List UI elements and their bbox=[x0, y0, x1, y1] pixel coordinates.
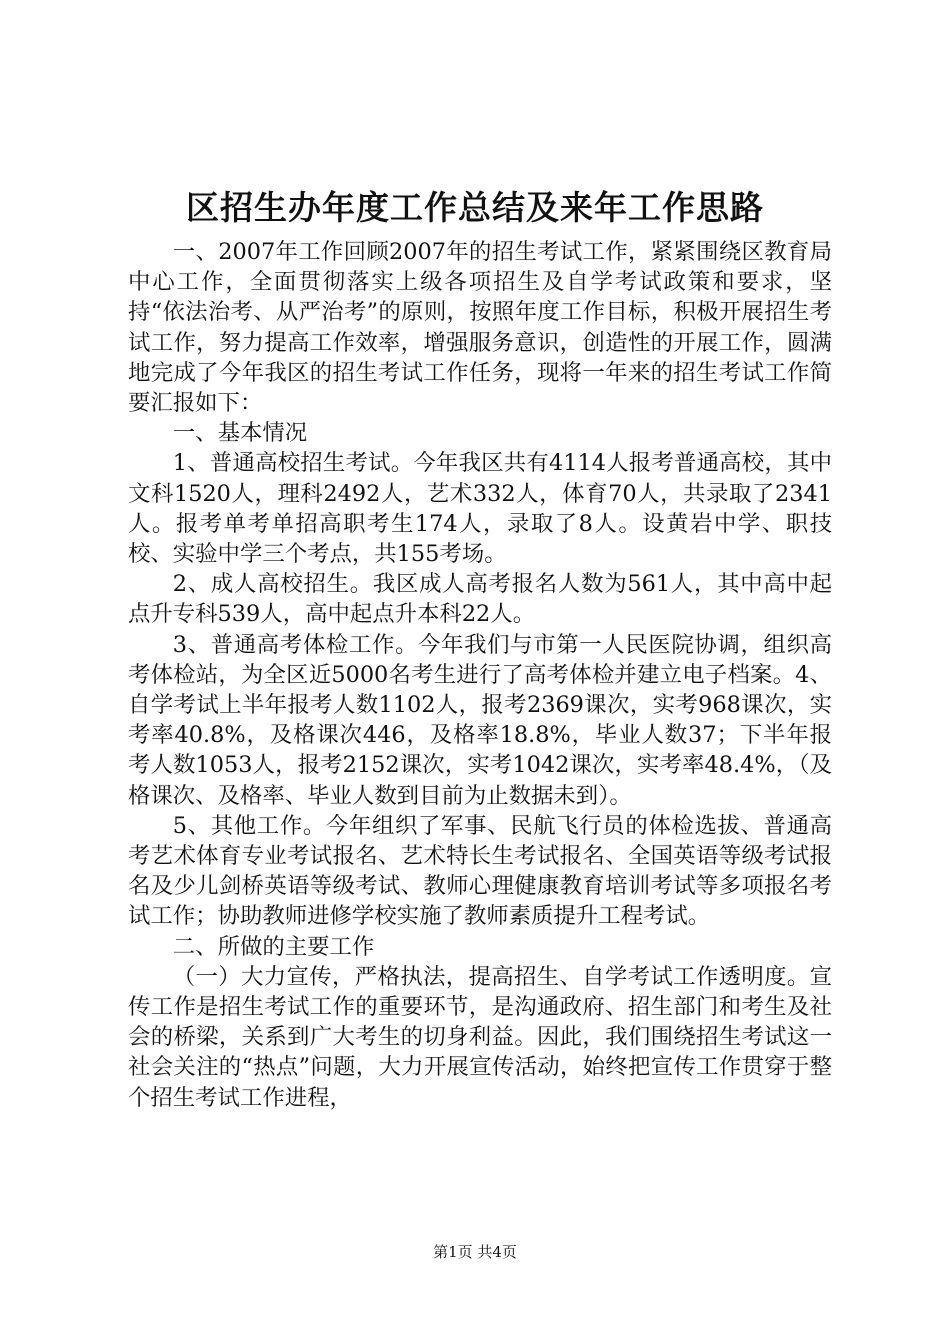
paragraph: （一）大力宣传，严格执法，提高招生、自学考试工作透明度。宣传工作是招生考试工作的重要环节，是沟通政府、招生部门和考生及社会的桥梁，关系到广大考生的切身利益。因此，我们围绕招生考试这一社会关注的“热点”问题，大力开展宣传活动，始终把宣传工作贯穿于整个招生考试工作进程， bbox=[128, 963, 832, 1111]
paragraph: 3、普通高考体检工作。今年我们与市第一人民医院协调，组织高考体检站，为全区近5000名考生进行了高考体检并建立电子档案。4、自学考试上半年报考人数1102人，报考2369课次，实考968课次，实考率40.8%，及格课次446，及格率18.8%，毕业人数37；下半年报考人数1053人，报考2152课次，实考1042课次，实考率48.4%，（及格课次、及格率、毕业人数到目前为止数据未到）。 bbox=[128, 631, 832, 809]
paragraph: 5、其他工作。今年组织了军事、民航飞行员的体检选拔、普通高考艺术体育专业考试报名、艺术特长生考试报名、全国英语等级考试报名及少儿剑桥英语等级考试、教师心理健康教育培训考试等多项报名考试工作；协助教师进修学校实施了教师素质提升工程考试。 bbox=[128, 812, 832, 930]
document-title: 区招生办年度工作总结及来年工作思路 bbox=[186, 188, 764, 227]
paragraph: 2、成人高校招生。我区成人高考报名人数为561人，其中高中起点升专科539人，高中起点升本科22人。 bbox=[128, 571, 832, 628]
paragraph: 一、2007年工作回顾2007年的招生考试工作，紧紧围绕区教育局中心工作，全面贯彻落实上级各项招生及自学考试政策和要求，坚持“依法治考、从严治考”的原则，按照年度工作目标，积极开展招生考试工作，努力提高工作效率，增强服务意识，创造性的开展工作，圆满地完成了今年我区的招生考试工作任务，现将一年来的招生考试工作简要汇报如下： bbox=[128, 239, 832, 417]
paragraph: 1、普通高校招生考试。今年我区共有4114人报考普通高校，其中文科1520人，理科2492人，艺术332人，体育70人，共录取了2341人。报考单考单招高职考生174人，录取了8人。设黄岩中学、职技校、实验中学三个考点，共155考场。 bbox=[128, 450, 832, 568]
paragraph: 二、所做的主要工作 bbox=[172, 933, 375, 960]
document-body bbox=[128, 237, 832, 1113]
page-footer: 第1页 共4页 bbox=[433, 1243, 517, 1261]
paragraph: 一、基本情况 bbox=[172, 420, 308, 447]
